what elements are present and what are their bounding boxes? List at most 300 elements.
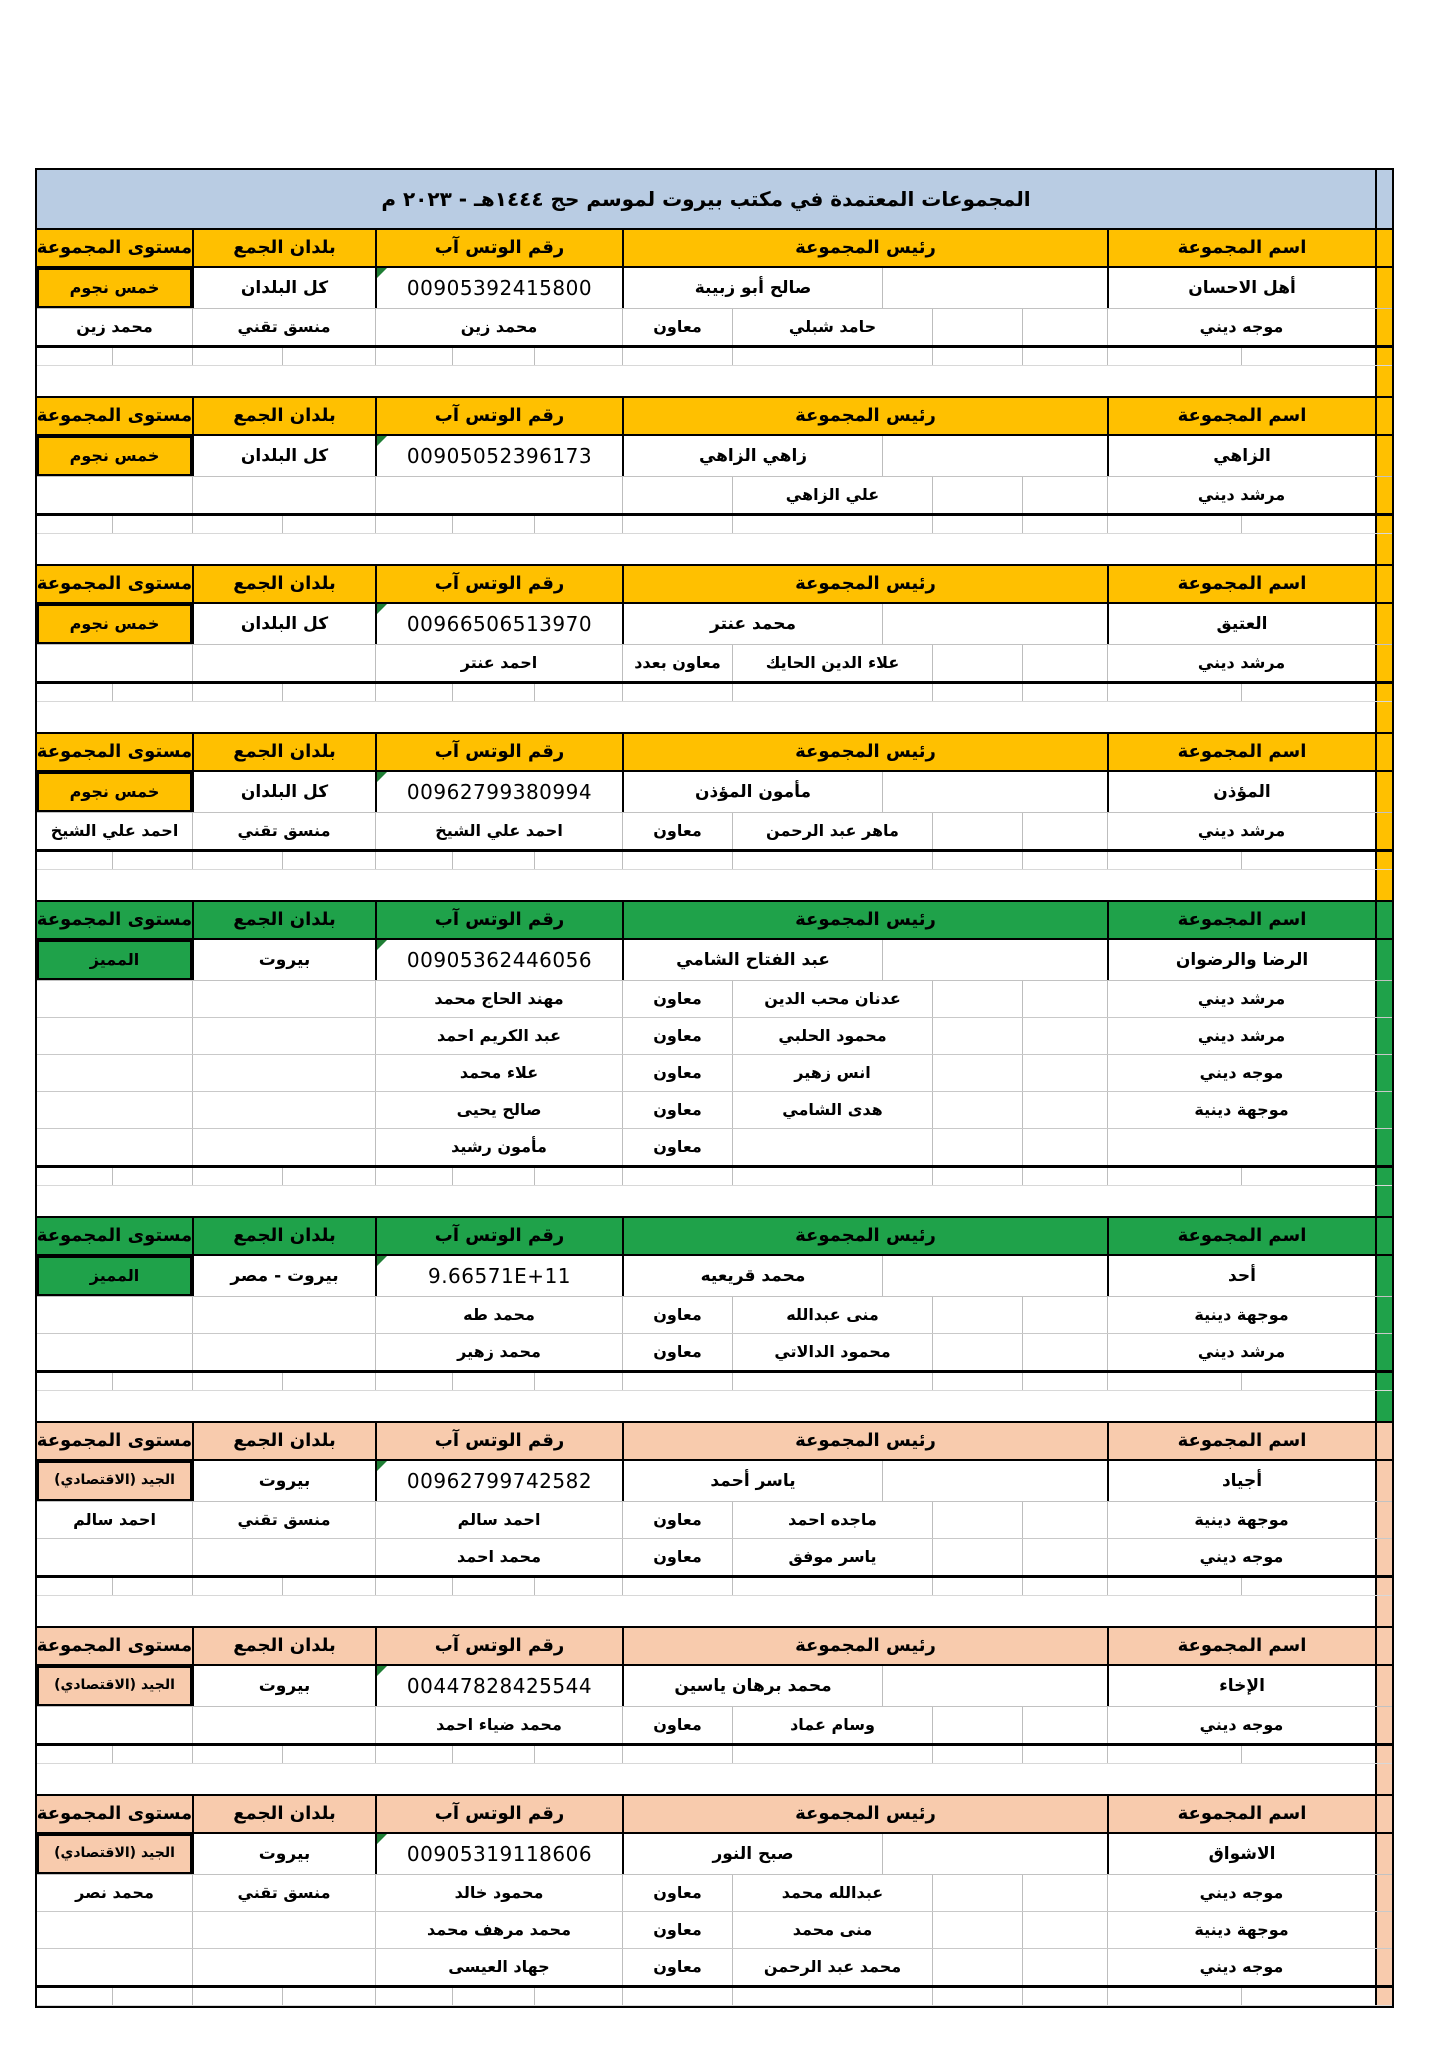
empty-cell [192, 1373, 282, 1390]
header-cell-leader: رئيس المجموعة [622, 398, 1107, 434]
empty-cell [1022, 1018, 1107, 1054]
title-row [37, 170, 1392, 228]
empty-cell [192, 1168, 282, 1185]
empty-cell [1107, 1988, 1241, 2005]
level-cell: الجيد (الاقتصادي) [37, 1461, 192, 1501]
staff-assistant-name-cell: محمد زهير [375, 1334, 622, 1370]
staff-coordinator-role-cell [192, 1539, 375, 1575]
group-main-row [37, 772, 1392, 813]
staff-assistant-role-cell: معاون [622, 1539, 732, 1575]
color-strip-cell [1375, 940, 1392, 980]
header-cell-countries: بلدان الجمع [192, 734, 375, 770]
header-cell-countries: بلدان الجمع [192, 1218, 375, 1254]
staff-assistant-role-cell: معاون بعدد [622, 645, 732, 681]
leader-name-cell: عبد الفتاح الشامي [622, 940, 882, 980]
comment-marker-icon [377, 268, 387, 278]
whatsapp-cell: 00905362446056 [375, 940, 622, 980]
gap-cell [37, 870, 1375, 900]
header-cell-leader: رئيس المجموعة [622, 1423, 1107, 1459]
staff-assistant-name-cell: احمد علي الشيخ [375, 813, 622, 849]
empty-cell [732, 1373, 932, 1390]
empty-cell [732, 1988, 932, 2005]
color-strip-cell [1375, 1092, 1392, 1128]
group-name-cell: أجياد [1107, 1461, 1375, 1501]
group-name-cell: الإخاء [1107, 1666, 1375, 1706]
empty-cell [1022, 813, 1107, 849]
empty-cell [932, 1988, 1022, 2005]
empty-cell [452, 1168, 534, 1185]
empty-cell [932, 516, 1022, 533]
empty-cell [192, 516, 282, 533]
staff-row [37, 1055, 1392, 1092]
empty-cell [375, 1746, 452, 1763]
staff-row [37, 309, 1392, 348]
empty-cell [112, 1168, 192, 1185]
color-strip-cell [1375, 170, 1392, 228]
countries-cell: بيروت [192, 940, 375, 980]
color-strip-cell [1375, 1129, 1392, 1165]
color-strip-cell [1375, 348, 1392, 365]
level-cell: خمس نجوم [37, 268, 192, 308]
color-strip-cell [1375, 1256, 1392, 1296]
header-cell-name: اسم المجموعة [1107, 734, 1375, 770]
staff-coordinator-role-cell: منسق تقني [192, 1502, 375, 1538]
leader-name-cell: محمد قريعيه [622, 1256, 882, 1296]
empty-cell [932, 348, 1022, 365]
whatsapp-cell: 9.66571E+11 [375, 1256, 622, 1296]
staff-coordinator-role-cell [192, 645, 375, 681]
staff-coordinator-name-cell [37, 1912, 192, 1948]
empty-cell [932, 309, 1022, 345]
staff-assistant-name-cell: احمد سالم [375, 1502, 622, 1538]
empty-cell [932, 1578, 1022, 1595]
header-cell-level: مستوى المجموعة [37, 1218, 192, 1254]
block-header-row [37, 732, 1392, 772]
staff-row [37, 1018, 1392, 1055]
empty-cell [732, 1746, 932, 1763]
staff-coordinator-role-cell [192, 1018, 375, 1054]
empty-cell [932, 1168, 1022, 1185]
color-strip-cell [1375, 1186, 1392, 1216]
staff-row [37, 1707, 1392, 1746]
staff-role-cell: موجه ديني [1107, 1707, 1375, 1743]
color-strip-cell [1375, 230, 1392, 266]
empty-cell [1022, 1746, 1107, 1763]
staff-role-cell: مرشد ديني [1107, 645, 1375, 681]
empty-cell [1241, 852, 1375, 869]
level-cell: الجيد (الاقتصادي) [37, 1834, 192, 1874]
empty-cell [932, 1707, 1022, 1743]
color-strip-cell [1375, 309, 1392, 345]
staff-coordinator-role-cell [192, 1129, 375, 1165]
empty-cell [112, 852, 192, 869]
header-cell-countries: بلدان الجمع [192, 902, 375, 938]
color-strip-cell [1375, 566, 1392, 602]
empty-cell [1022, 1707, 1107, 1743]
empty-cell [1022, 1502, 1107, 1538]
level-cell: خمس نجوم [37, 436, 192, 476]
empty-cell [932, 684, 1022, 701]
header-cell-level: مستوى المجموعة [37, 1796, 192, 1832]
group-name-cell: أهل الاحسان [1107, 268, 1375, 308]
empty-cell [1022, 1949, 1107, 1985]
empty-cell [932, 1297, 1022, 1333]
color-strip-cell [1375, 1666, 1392, 1706]
staff-coordinator-name-cell [37, 1297, 192, 1333]
empty-cell [622, 1373, 732, 1390]
empty-thin-row [37, 1988, 1392, 2006]
staff-coordinator-name-cell [37, 1334, 192, 1370]
empty-cell [452, 516, 534, 533]
staff-coordinator-role-cell [192, 1949, 375, 1985]
empty-cell [534, 516, 622, 533]
empty-cell [1107, 1746, 1241, 1763]
group-name-cell: الاشواق [1107, 1834, 1375, 1874]
empty-cell [192, 852, 282, 869]
block-gap-row [37, 1764, 1392, 1794]
staff-coordinator-role-cell: منسق تقني [192, 309, 375, 345]
empty-cell [622, 1988, 732, 2005]
color-strip-cell [1375, 645, 1392, 681]
empty-cell [1022, 1092, 1107, 1128]
block-gap-row [37, 870, 1392, 900]
empty-cell [732, 516, 932, 533]
empty-cell [37, 348, 112, 365]
color-strip-cell [1375, 1875, 1392, 1911]
staff-coordinator-name-cell [37, 1129, 192, 1165]
empty-cell [622, 684, 732, 701]
empty-cell [932, 1129, 1022, 1165]
empty-cell [622, 348, 732, 365]
empty-cell [1107, 516, 1241, 533]
color-strip-cell [1375, 702, 1392, 732]
empty-cell [112, 516, 192, 533]
empty-cell [1241, 1988, 1375, 2005]
header-cell-leader: رئيس المجموعة [622, 230, 1107, 266]
staff-assistant-name-cell: محمد ضياء احمد [375, 1707, 622, 1743]
color-strip-cell [1375, 1391, 1392, 1421]
comment-marker-icon [377, 1256, 387, 1266]
empty-cell [375, 1578, 452, 1595]
staff-role-cell: مرشد ديني [1107, 981, 1375, 1017]
empty-cell [882, 940, 1107, 980]
header-cell-name: اسم المجموعة [1107, 1796, 1375, 1832]
staff-assistant-name-cell: محمد طه [375, 1297, 622, 1333]
empty-cell [732, 684, 932, 701]
staff-row [37, 645, 1392, 684]
header-cell-whatsapp: رقم الوتس آب [375, 902, 622, 938]
header-cell-name: اسم المجموعة [1107, 566, 1375, 602]
header-cell-name: اسم المجموعة [1107, 1628, 1375, 1664]
group-name-cell: المؤذن [1107, 772, 1375, 812]
whatsapp-cell: 00905319118606 [375, 1834, 622, 1874]
header-cell-leader: رئيس المجموعة [622, 1218, 1107, 1254]
header-cell-whatsapp: رقم الوتس آب [375, 398, 622, 434]
staff-row [37, 1297, 1392, 1334]
empty-cell [882, 1461, 1107, 1501]
empty-cell [37, 1746, 112, 1763]
staff-assistant-name-cell: محمد مرهف محمد [375, 1912, 622, 1948]
staff-role-cell: موجهة دينية [1107, 1912, 1375, 1948]
empty-cell [534, 348, 622, 365]
staff-assistant-name-cell: مهند الحاج محمد [375, 981, 622, 1017]
staff-assistant-role-cell: معاون [622, 1949, 732, 1985]
countries-cell: كل البلدان [192, 268, 375, 308]
empty-thin-row [37, 1168, 1392, 1186]
empty-cell [882, 1256, 1107, 1296]
staff-assistant-name-cell: مأمون رشيد [375, 1129, 622, 1165]
empty-cell [282, 1746, 375, 1763]
color-strip-cell [1375, 1334, 1392, 1370]
color-strip-cell [1375, 1746, 1392, 1763]
group-main-row [37, 604, 1392, 645]
empty-cell [375, 1168, 452, 1185]
gap-cell [37, 1391, 1375, 1421]
empty-cell [622, 1578, 732, 1595]
header-cell-whatsapp: رقم الوتس آب [375, 1423, 622, 1459]
color-strip-cell [1375, 436, 1392, 476]
page-title: المجموعات المعتمدة في مكتب بيروت لموسم حج ١٤٤٤هـ - ٢٠٢٣ م [37, 170, 1375, 228]
color-strip-cell [1375, 1764, 1392, 1794]
staff-row [37, 1334, 1392, 1373]
header-cell-name: اسم المجموعة [1107, 1218, 1375, 1254]
empty-cell [1107, 684, 1241, 701]
empty-cell [932, 981, 1022, 1017]
staff-coordinator-name-cell [37, 1092, 192, 1128]
header-cell-level: مستوى المجموعة [37, 1628, 192, 1664]
level-cell: خمس نجوم [37, 772, 192, 812]
whatsapp-cell: 00905392415800 [375, 268, 622, 308]
color-strip-cell [1375, 1539, 1392, 1575]
empty-cell [622, 1746, 732, 1763]
empty-cell [1241, 348, 1375, 365]
block-header-row [37, 1421, 1392, 1461]
staff-coordinator-name-cell [37, 645, 192, 681]
staff-coordinator-role-cell: منسق تقني [192, 1875, 375, 1911]
gap-cell [37, 1186, 1375, 1216]
staff-coordinator-role-cell [192, 1707, 375, 1743]
whatsapp-cell: 00962799742582 [375, 1461, 622, 1501]
comment-marker-icon [377, 436, 387, 446]
staff-role-cell: موجه ديني [1107, 1949, 1375, 1985]
group-name-cell: الزاهي [1107, 436, 1375, 476]
empty-cell [1241, 1578, 1375, 1595]
staff-coordinator-role-cell [192, 1055, 375, 1091]
group-main-row [37, 1834, 1392, 1875]
block-gap-row [37, 1391, 1392, 1421]
empty-thin-row [37, 852, 1392, 870]
staff-coordinator-role-cell [192, 981, 375, 1017]
staff-role-cell: موجه ديني [1107, 1875, 1375, 1911]
empty-thin-row [37, 1746, 1392, 1764]
empty-cell [932, 1018, 1022, 1054]
staff-coordinator-name-cell [37, 1055, 192, 1091]
color-strip-cell [1375, 1055, 1392, 1091]
empty-cell [882, 436, 1107, 476]
empty-cell [112, 1746, 192, 1763]
empty-cell [534, 852, 622, 869]
empty-cell [732, 852, 932, 869]
header-cell-leader: رئيس المجموعة [622, 902, 1107, 938]
empty-cell [452, 1988, 534, 2005]
empty-cell [452, 1578, 534, 1595]
empty-cell [932, 852, 1022, 869]
gap-cell [37, 366, 1375, 396]
empty-cell [1022, 1988, 1107, 2005]
staff-name-cell: منى محمد [732, 1912, 932, 1948]
color-strip-cell [1375, 1912, 1392, 1948]
color-strip-cell [1375, 734, 1392, 770]
staff-row [37, 1502, 1392, 1539]
staff-name-cell: حامد شبلي [732, 309, 932, 345]
staff-assistant-name-cell: جهاد العيسى [375, 1949, 622, 1985]
empty-cell [282, 1373, 375, 1390]
empty-cell [37, 684, 112, 701]
group-main-row [37, 1666, 1392, 1707]
empty-cell [37, 1168, 112, 1185]
empty-cell [1107, 348, 1241, 365]
empty-cell [882, 1834, 1107, 1874]
empty-cell [1022, 1578, 1107, 1595]
empty-cell [375, 1988, 452, 2005]
leader-name-cell: محمد برهان ياسين [622, 1666, 882, 1706]
empty-cell [1107, 1168, 1241, 1185]
staff-name-cell: ماهر عبد الرحمن [732, 813, 932, 849]
level-cell: المميز [37, 940, 192, 980]
header-cell-level: مستوى المجموعة [37, 566, 192, 602]
empty-cell [282, 1578, 375, 1595]
staff-coordinator-name-cell [37, 1949, 192, 1985]
empty-cell [534, 1373, 622, 1390]
block-gap-row [37, 1186, 1392, 1216]
color-strip-cell [1375, 268, 1392, 308]
staff-assistant-role-cell: معاون [622, 1018, 732, 1054]
empty-cell [452, 852, 534, 869]
empty-cell [932, 1949, 1022, 1985]
color-strip-cell [1375, 1423, 1392, 1459]
leader-name-cell: ياسر أحمد [622, 1461, 882, 1501]
empty-cell [452, 1746, 534, 1763]
header-cell-level: مستوى المجموعة [37, 902, 192, 938]
whatsapp-cell: 00447828425544 [375, 1666, 622, 1706]
gap-cell [37, 1764, 1375, 1794]
empty-cell [882, 1666, 1107, 1706]
comment-marker-icon [377, 940, 387, 950]
staff-assistant-role-cell: معاون [622, 981, 732, 1017]
staff-coordinator-name-cell [37, 981, 192, 1017]
staff-assistant-name-cell: علاء محمد [375, 1055, 622, 1091]
countries-cell: بيروت [192, 1666, 375, 1706]
empty-cell [932, 1539, 1022, 1575]
staff-row [37, 981, 1392, 1018]
empty-cell [1107, 852, 1241, 869]
staff-role-cell: موجهة دينية [1107, 1092, 1375, 1128]
header-cell-leader: رئيس المجموعة [622, 1628, 1107, 1664]
header-cell-leader: رئيس المجموعة [622, 1796, 1107, 1832]
empty-cell [375, 1373, 452, 1390]
staff-role-cell: مرشد ديني [1107, 477, 1375, 513]
block-header-row [37, 396, 1392, 436]
color-strip-cell [1375, 981, 1392, 1017]
header-cell-whatsapp: رقم الوتس آب [375, 230, 622, 266]
comment-marker-icon [377, 1666, 387, 1676]
gap-cell [37, 702, 1375, 732]
countries-cell: كل البلدان [192, 772, 375, 812]
color-strip-cell [1375, 366, 1392, 396]
staff-name-cell: علاء الدين الحايك [732, 645, 932, 681]
empty-thin-row [37, 1578, 1392, 1596]
staff-coordinator-name-cell: محمد زين [76, 317, 153, 337]
color-strip-cell [1375, 1297, 1392, 1333]
empty-cell [932, 1746, 1022, 1763]
color-strip-cell [1375, 1578, 1392, 1595]
staff-assistant-role-cell: معاون [622, 1092, 732, 1128]
color-strip-cell [1375, 604, 1392, 644]
empty-cell [534, 684, 622, 701]
empty-cell [1107, 1373, 1241, 1390]
block-header-row [37, 900, 1392, 940]
staff-name-cell: عدنان محب الدين [732, 981, 932, 1017]
empty-thin-row [37, 348, 1392, 366]
color-strip-cell [1375, 477, 1392, 513]
staff-coordinator-name-cell [37, 1018, 192, 1054]
color-strip-cell [1375, 870, 1392, 900]
staff-row [37, 1129, 1392, 1168]
empty-cell [1022, 981, 1107, 1017]
color-strip-cell [1375, 772, 1392, 812]
header-cell-level: مستوى المجموعة [37, 1423, 192, 1459]
empty-cell [375, 348, 452, 365]
comment-marker-icon [377, 772, 387, 782]
empty-cell [192, 1988, 282, 2005]
countries-cell: كل البلدان [192, 436, 375, 476]
staff-name-cell: انس زهير [732, 1055, 932, 1091]
staff-role-cell: موجه ديني [1107, 1539, 1375, 1575]
groups-table [35, 168, 1394, 2008]
empty-cell [1022, 348, 1107, 365]
staff-role-cell [1107, 1129, 1375, 1165]
group-name-cell: العتيق [1107, 604, 1375, 644]
empty-cell [375, 852, 452, 869]
staff-assistant-role-cell: معاون [622, 813, 732, 849]
staff-role-cell: موجهة دينية [1107, 1297, 1375, 1333]
staff-role-cell: موجه ديني [1107, 1055, 1375, 1091]
staff-assistant-role-cell: معاون [622, 1912, 732, 1948]
empty-cell [1022, 309, 1107, 345]
staff-assistant-role-cell: معاون [622, 1297, 732, 1333]
staff-coordinator-name-cell: محمد نصر [75, 1883, 154, 1903]
color-strip-cell [1375, 852, 1392, 869]
staff-row [37, 1875, 1392, 1912]
group-main-row [37, 268, 1392, 309]
empty-cell [882, 604, 1107, 644]
empty-cell [1022, 684, 1107, 701]
empty-cell [882, 772, 1107, 812]
block-header-row [37, 1216, 1392, 1256]
empty-cell [932, 1875, 1022, 1911]
empty-cell [1022, 477, 1107, 513]
empty-cell [1241, 1746, 1375, 1763]
staff-name-cell: محمد عبد الرحمن [732, 1949, 932, 1985]
header-cell-name: اسم المجموعة [1107, 902, 1375, 938]
header-cell-whatsapp: رقم الوتس آب [375, 1628, 622, 1664]
staff-assistant-role-cell: معاون [622, 1334, 732, 1370]
empty-cell [932, 1092, 1022, 1128]
whatsapp-cell: 00905052396173 [375, 436, 622, 476]
header-cell-countries: بلدان الجمع [192, 230, 375, 266]
header-cell-whatsapp: رقم الوتس آب [375, 1796, 622, 1832]
empty-cell [375, 516, 452, 533]
